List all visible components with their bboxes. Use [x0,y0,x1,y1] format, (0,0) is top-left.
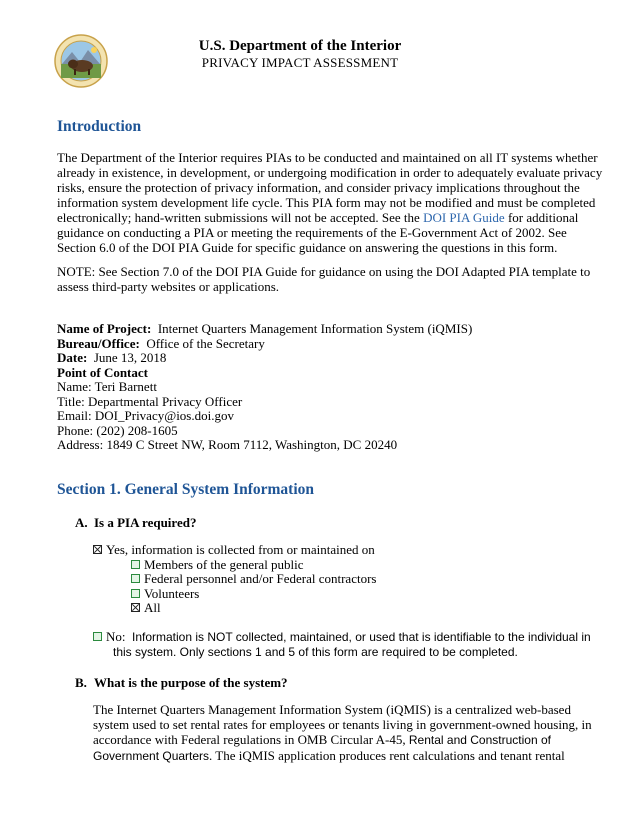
section-1-heading: Section 1. General System Information [57,481,315,498]
purpose-text-sans: Government Quarters [93,749,210,763]
no-description-line2: this system. Only sections 1 and 5 of this form are required to be completed. [113,645,518,659]
yes-checkbox[interactable] [93,545,102,554]
general-public-checkbox[interactable] [131,560,140,569]
intro-line-text: electronically; hand-written submissions will not be accepted. See the [57,210,424,225]
all-checkbox[interactable] [131,603,140,612]
no-option [93,630,591,645]
intro-line-text: for additional [504,210,579,225]
purpose-text: . The iQMIS application produces rent calculations and tenant rental [209,748,565,763]
contact-name: Name: Teri Barnett [57,379,157,394]
no-prefix: No: [106,629,126,644]
volunteers-checkbox[interactable] [131,589,140,598]
agency-title: U.S. Department of the Interior [198,38,402,54]
purpose-paragraph [93,702,593,764]
purpose-line: The Internet Quarters Management Information System (iQMIS) is a centralized web-based [93,702,571,717]
option-label: Federal personnel and/or Federal contractors [144,571,377,586]
note-line: NOTE: See Section 7.0 of the DOI PIA Guide for guidance on using the DOI Adapted PIA template to [57,264,591,279]
point-of-contact-label: Point of Contact [57,364,148,380]
question-b-text: What is the purpose of the system? [94,675,288,690]
contact-email: Email: DOI_Privacy@ios.doi.gov [57,408,234,423]
project-name-value: Internet Quarters Management Information System (iQMIS) [157,321,473,336]
project-name-row [57,322,472,337]
bureau-value: Office of the Secretary [146,335,265,351]
project-info [57,322,472,453]
purpose-text: accordance with Federal regulations in OMB Circular A-45, [93,732,409,747]
intro-line: risks, ensure the protection of privacy information, and consider privacy implications throughout the [57,180,580,195]
question-b-letter: B. [75,675,87,690]
question-a-heading [75,515,196,531]
option-all [131,601,161,616]
introduction-heading: Introduction [57,118,142,135]
option-label: Volunteers [144,585,200,601]
bureau-row [57,337,472,352]
intro-line: information system development life cycle. This PIA form may not be modified and must be completed [57,195,596,210]
note-line: assess third-party websites or applications. [57,279,280,294]
intro-line: The Department of the Interior requires PIAs to be conducted and maintained on all IT systems whether [57,150,598,165]
doi-pia-guide-link[interactable]: DOI PIA Guide [423,210,505,225]
yes-label: Yes, information is collected from or maintained on [106,542,375,557]
no-description-line1: Information is NOT collected, maintained, or used that is identifiable to the individual in [132,630,591,644]
option-general-public [131,558,304,573]
purpose-line: system used to set rental rates for employees or tenants living in government-owned housing, in [93,717,592,732]
purpose-line [93,732,593,748]
project-name-label: Name of Project: [57,321,152,336]
date-row [57,351,472,366]
yes-option [93,543,375,558]
doi-seal-icon [54,34,108,88]
date-label: Date: [57,350,88,365]
intro-line [57,210,587,225]
introduction-paragraph [57,150,603,255]
purpose-text-sans: Rental and Construction of [408,733,551,747]
federal-personnel-checkbox[interactable] [131,574,140,583]
date-value: June 13, 2018 [93,350,167,365]
no-checkbox[interactable] [93,632,102,641]
contact-title: Title: Departmental Privacy Officer [57,393,243,409]
bureau-label: Bureau/Office: [57,335,140,351]
note-paragraph [57,264,591,294]
option-volunteers [131,587,199,602]
form-subtitle: PRIVACY IMPACT ASSESSMENT [201,55,399,70]
intro-line: Section 6.0 of the DOI PIA Guide for specific guidance on answering the questions in this form. [57,240,558,255]
intro-line: guidance on conducting a PIA or meeting the requirements of the E-Government Act of 2002. See [57,225,567,240]
question-b-heading [75,675,288,691]
question-a-text: Is a PIA required? [94,515,197,530]
option-label: Members of the general public [144,556,304,572]
purpose-line [93,748,593,764]
contact-phone: Phone: (202) 208-1605 [57,422,178,438]
option-label: All [144,600,161,615]
question-a-letter: A. [75,515,88,530]
contact-address: Address: 1849 C Street NW, Room 7112, Washington, DC 20240 [57,437,398,452]
option-federal-personnel [131,572,376,587]
intro-line: already in existence, in development, or undergoing modification in order to adequately evaluate privacy [57,165,603,180]
